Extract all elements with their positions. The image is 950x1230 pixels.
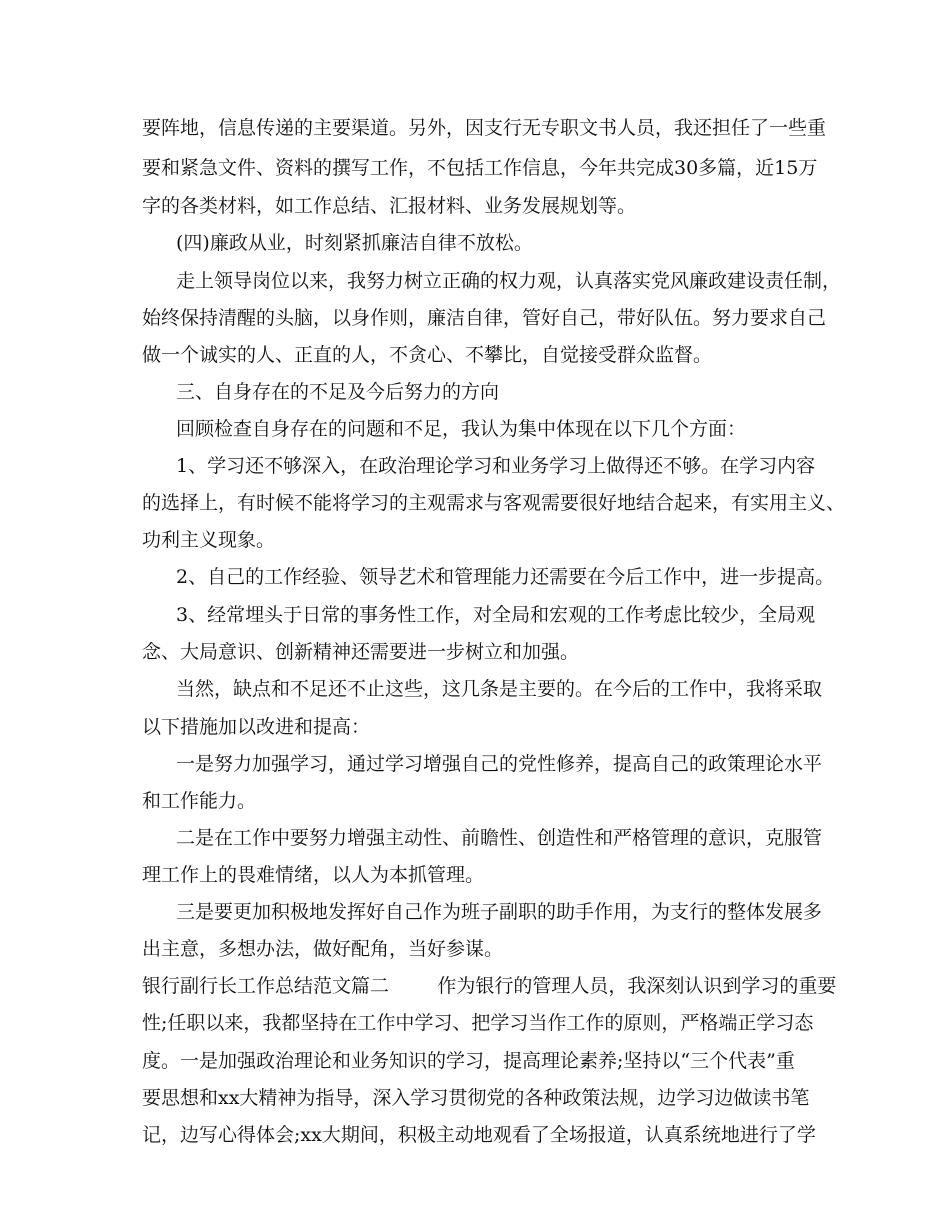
text-line: 始终保持清醒的头脑，以身作则，廉洁自律，管好自己，带好队伍。努力要求自己: [142, 307, 827, 329]
text-line: 字的各类材料，如工作总结、汇报材料、业务发展规划等。: [142, 195, 637, 217]
text-line: 以下措施加以改进和提高：: [142, 716, 371, 738]
text-line: 理工作上的畏难情绪，以人为本抓管理。: [142, 864, 485, 886]
text-line: 2、自己的工作经验、领导艺术和管理能力还需要在今后工作中，进一步提高。: [176, 566, 835, 588]
text-line: 一是努力加强学习，通过学习增强自己的党性修养，提高自己的政策理论水平: [176, 753, 823, 775]
text-line: 性;任职以来，我都坚持在工作中学习、把学习当作工作的原则，严格端正学习态: [142, 1012, 814, 1034]
text-line: 1、学习还不够深入，在政治理论学习和业务学习上做得还不够。在学习内容: [176, 455, 816, 477]
text-line: 度。一是加强政治理论和业务知识的学习，提高理论素养;坚持以“三个代表”重: [142, 1050, 795, 1072]
section-heading: (四)廉政从业，时刻紧抓廉洁自律不放松。: [176, 232, 533, 254]
section-heading: 三、自身存在的不足及今后努力的方向: [176, 381, 500, 403]
text-line: 3、经常埋头于日常的事务性工作，对全局和宏观的工作考虑比较少，全局观: [176, 604, 816, 626]
article-title-line: 银行副行长工作总结范文篇二 作为银行的管理人员，我深刻认识到学习的重要: [142, 975, 837, 997]
text-line: 的选择上，有时候不能将学习的主观需求与客观需要很好地结合起来，有实用主义、: [142, 492, 846, 514]
text-line: 回顾检查自身存在的问题和不足，我认为集中体现在以下几个方面：: [176, 418, 747, 440]
text-line: 功利主义现象。: [142, 529, 276, 551]
text-line: 做一个诚实的人、正直的人，不贪心、不攀比，自觉接受群众监督。: [142, 344, 713, 366]
text-line: 要和紧急文件、资料的撰写工作，不包括工作信息，今年共完成30多篇，近15万: [142, 157, 818, 179]
text-line: 二是在工作中要努力增强主动性、前瞻性、创造性和严格管理的意识，克服管: [176, 827, 823, 849]
text-line: 三是要更加积极地发挥好自己作为班子副职的助手作用，为支行的整体发展多: [176, 901, 823, 923]
text-line: 要思想和xx大精神为指导，深入学习贯彻党的各种政策法规，边学习边做读书笔: [142, 1087, 810, 1109]
text-line: 走上领导岗位以来，我努力树立正确的权力观，认真落实党风廉政建设责任制，: [176, 270, 842, 292]
text-line: 念、大局意识、创新精神还需要进一步树立和加强。: [142, 641, 580, 663]
text-line: 当然，缺点和不足还不止这些，这几条是主要的。在今后的工作中，我将采取: [176, 678, 823, 700]
text-line: 出主意，多想办法，做好配角，当好参谋。: [142, 938, 504, 960]
text-line: 要阵地，信息传递的主要渠道。另外，因支行无专职文书人员，我还担任了一些重: [142, 117, 827, 139]
text-line: 记，边写心得体会;xx大期间，积极主动地观看了全场报道，认真系统地进行了学: [142, 1124, 816, 1146]
text-line: 和工作能力。: [142, 790, 257, 812]
